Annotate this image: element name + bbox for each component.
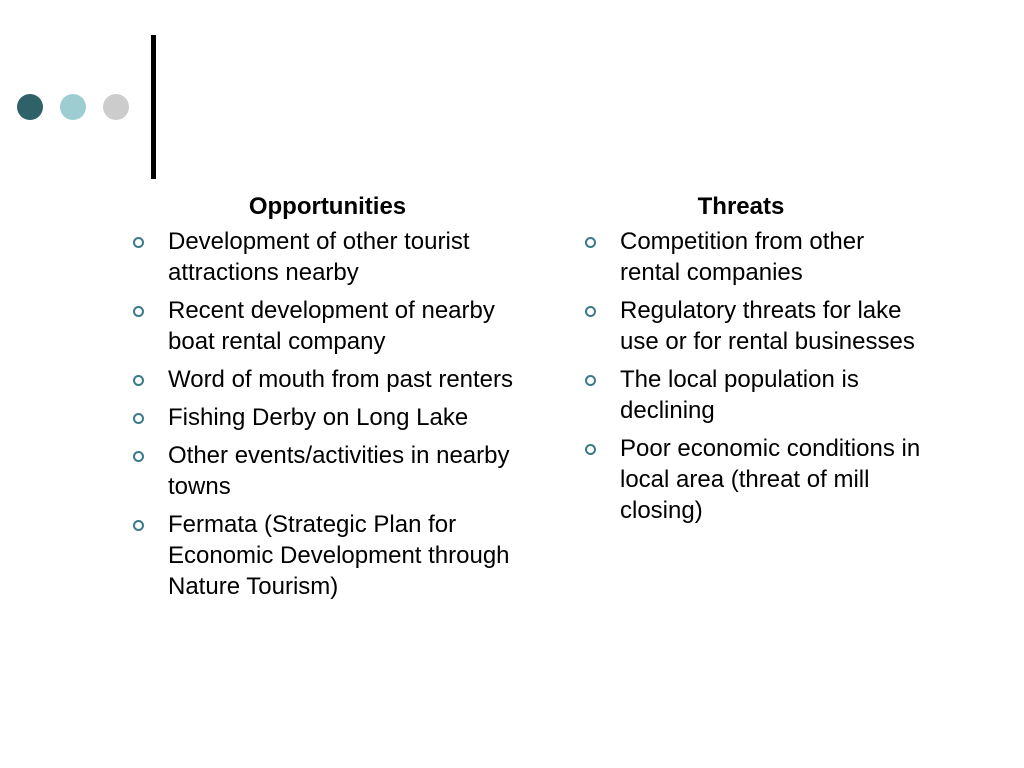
list-item-text: Competition from other rental companies: [620, 228, 865, 286]
decorative-dot-light: [60, 94, 86, 120]
list-item-text: Fermata (Strategic Plan for Economic Development through Nature Tourism): [168, 511, 510, 600]
list-item: [130, 364, 545, 395]
list-item: [582, 433, 922, 526]
opportunities-heading: Opportunities: [248, 193, 407, 220]
list-item: [582, 295, 922, 357]
list-item: [130, 226, 545, 288]
list-item-text: Development of other tourist attractions nearby: [168, 228, 470, 286]
list-item: [130, 509, 545, 602]
list-item: [130, 440, 545, 502]
list-item-text: Recent development of nearby boat rental company: [168, 297, 495, 355]
bullet-icon: [133, 237, 144, 248]
bullet-icon: [133, 306, 144, 317]
bullet-icon: [133, 520, 144, 531]
list-item-text: Other events/activities in nearby towns: [168, 442, 510, 500]
bullet-icon: [585, 237, 596, 248]
list-item-text: Poor economic conditions in local area (threat of mill closing): [620, 435, 921, 524]
list-item-text: The local population is declining: [620, 366, 859, 424]
decorative-dot-gray: [103, 94, 129, 120]
threats-heading: Threats: [697, 193, 785, 220]
list-item-text: Word of mouth from past renters: [168, 366, 514, 393]
bullet-icon: [133, 451, 144, 462]
decorative-dot-dark: [17, 94, 43, 120]
threats-column: [582, 192, 922, 533]
list-item: [582, 226, 922, 288]
list-item-text: Fishing Derby on Long Lake: [168, 404, 469, 431]
bullet-icon: [585, 444, 596, 455]
threats-list: [582, 226, 922, 526]
bullet-icon: [133, 413, 144, 424]
list-item-text: Regulatory threats for lake use or for rental businesses: [620, 297, 915, 355]
list-item: [130, 402, 545, 433]
opportunities-column: [130, 192, 545, 609]
list-item: [130, 295, 545, 357]
bullet-icon: [585, 306, 596, 317]
bullet-icon: [133, 375, 144, 386]
list-item: [582, 364, 922, 426]
opportunities-list: [130, 226, 545, 602]
decorative-vertical-bar: [151, 35, 156, 179]
bullet-icon: [585, 375, 596, 386]
